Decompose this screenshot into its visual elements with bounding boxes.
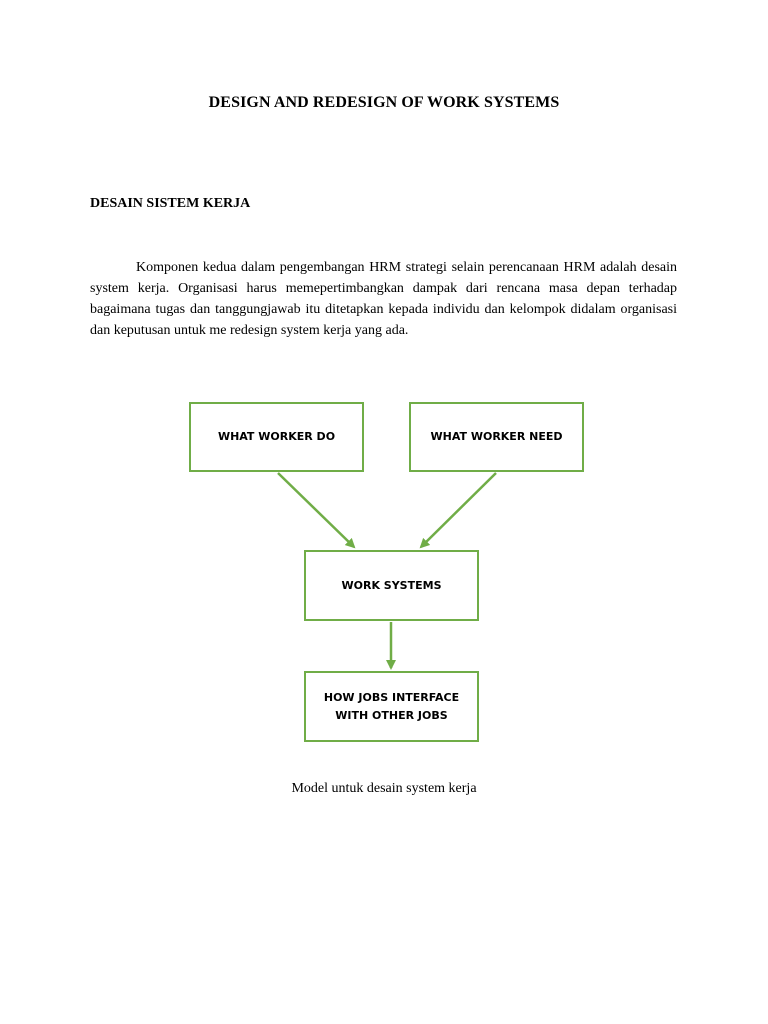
node-label-line: HOW JOBS INTERFACE [323,690,460,704]
arrow-need-to-work [421,473,496,547]
arrow-do-to-work [278,473,354,547]
node-how-jobs-interface [304,671,479,742]
node-work-systems [304,550,479,621]
section-heading: DESAIN SISTEM KERJA [90,196,251,211]
diagram-caption: Model untuk desain system kerja [291,781,477,796]
document-title: DESIGN AND REDESIGN OF WORK SYSTEMS [208,94,560,111]
node-label: WHAT WORKER DO [217,430,336,443]
node-label-wrapper [324,689,459,725]
node-label: WORK SYSTEMS [341,578,442,592]
node-label: WHAT WORKER NEED [430,430,563,443]
node-label-line: WITH OTHER JOBS [335,708,448,722]
node-what-worker-do [189,402,364,472]
node-what-worker-need [409,402,584,472]
body-paragraph: Komponen kedua dalam pengembangan HRM strategi selain perencanaan HRM adalah desain system kerja. Organisasi harus memepertimbangkan dampak dari rencana masa depan terhadap bagaimana tugas dan tanggungjawab itu ditetapkan kepada individu dan kelompok didalam organisasi dan keputusan untuk me redesign system kerja yang ada. [90,260,677,338]
